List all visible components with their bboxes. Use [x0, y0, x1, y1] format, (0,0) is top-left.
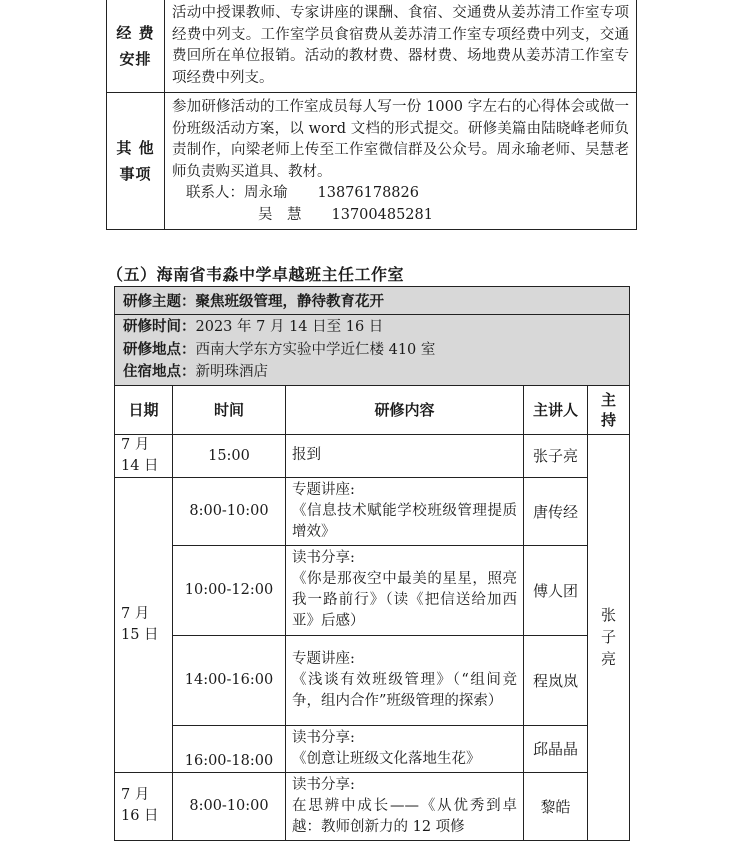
other-label-line: 事项	[119, 165, 152, 183]
content-cell: 报到	[286, 434, 524, 477]
contact-name: 周永瑜	[244, 185, 288, 201]
header-host-char: 主	[601, 390, 617, 409]
stay-key: 住宿地点：	[123, 363, 196, 380]
details-cell	[115, 315, 630, 386]
date-line: 7 月	[121, 605, 150, 622]
theme-cell	[115, 287, 630, 315]
time-cell: 16:00-18:00	[173, 725, 286, 772]
funding-label-line: 安排	[119, 49, 152, 68]
schedule-table	[114, 286, 630, 841]
header-speaker: 主讲人	[524, 385, 588, 434]
speaker-cell: 唐传经	[524, 477, 588, 545]
table-row	[115, 635, 630, 725]
speaker-cell: 傅人团	[524, 545, 588, 635]
stay-value: 新明珠酒店	[195, 364, 268, 380]
header-time: 时间	[173, 385, 286, 434]
other-text-cell	[165, 93, 637, 230]
header-host	[588, 385, 630, 434]
contact-name: 吴 慧	[258, 206, 302, 223]
date-cell	[115, 477, 173, 772]
date-line: 14 日	[121, 457, 159, 474]
table-row	[115, 545, 630, 635]
funding-row	[107, 0, 637, 93]
time-value: 2023 年 7 月 14 日至 16 日	[195, 319, 384, 335]
host-char: 张	[601, 606, 617, 624]
speaker-cell: 程岚岚	[524, 635, 588, 725]
content-cell	[286, 725, 524, 772]
place-key: 研修地点：	[123, 340, 196, 358]
content-cell	[286, 545, 524, 635]
contact-row	[172, 183, 629, 205]
time-cell: 10:00-12:00	[173, 545, 286, 635]
speaker-cell: 黎皓	[524, 772, 588, 840]
host-cell	[588, 434, 630, 840]
theme-key: 研修主题：	[123, 293, 196, 310]
content-cell	[286, 635, 524, 725]
speaker-cell: 张子亮	[524, 434, 588, 477]
content-line: 《创意让班级文化落地生花》	[292, 750, 481, 767]
content-line: 专题讲座:	[292, 650, 355, 667]
contact-phone: 13700485281	[331, 206, 433, 223]
contact-phone: 13876178826	[317, 185, 419, 201]
content-line: 《信息技术赋能学校班级管理提质增效》	[292, 502, 517, 540]
date-cell	[115, 434, 173, 477]
header-row	[115, 385, 630, 434]
funding-text: 活动中授课教师、专家讲座的课酬、食宿、交通费从姜苏清工作室专项经费中列支。工作室学员食宿费从姜苏清工作室专项经费中列支，交通费回所在单位报销。活动的教材费、器材费、场地费从姜苏清工作室专项经费中列支。	[165, 0, 637, 93]
content-line: 读书分享:	[292, 550, 355, 566]
content-line: 读书分享:	[292, 776, 355, 793]
funding-label-line: 经 费	[116, 23, 155, 42]
content-cell	[286, 477, 524, 545]
other-text: 参加研修活动的工作室成员每人写一份 1000 字左右的心得体会或做一份班级活动方案，以 word 文档的形式提交。研修美篇由陆晓峰老师负责制作，向梁老师上传至工作室微信群及公众号。周永瑜老师、吴慧老师负责购买道具、教材。	[172, 99, 629, 180]
table-row	[115, 772, 630, 840]
time-line	[123, 316, 621, 339]
time-cell: 14:00-16:00	[173, 635, 286, 725]
table-row	[115, 725, 630, 772]
table-row	[115, 477, 630, 545]
other-label	[107, 93, 165, 230]
date-line: 16 日	[121, 808, 159, 824]
date-line: 7 月	[121, 436, 150, 453]
theme-row	[115, 287, 630, 315]
date-cell	[115, 772, 173, 840]
host-char: 子	[601, 628, 617, 646]
time-key: 研修时间：	[123, 318, 196, 335]
theme-value: 聚焦班级管理，静待教育花开	[195, 293, 384, 310]
section-heading: （五）海南省韦淼中学卓越班主任工作室	[107, 265, 405, 284]
header-date: 日期	[115, 385, 173, 434]
contact-row	[172, 205, 629, 227]
speaker-cell: 邱晶晶	[524, 725, 588, 772]
host-char: 亮	[601, 650, 617, 668]
header-host-char: 持	[601, 410, 617, 429]
contact-prefix: 联系人：	[186, 185, 244, 201]
place-value: 西南大学东方实验中学近仁楼 410 室	[195, 341, 436, 358]
date-line: 15 日	[121, 626, 159, 643]
other-label-line: 其 他	[116, 139, 155, 157]
funding-label	[107, 0, 165, 93]
time-cell: 8:00-10:00	[173, 772, 286, 840]
funding-other-table	[106, 0, 637, 230]
table-row	[115, 434, 630, 477]
stay-line	[123, 361, 621, 384]
content-line: 《你是那夜空中最美的星星，照亮我一路前行》（读《把信送给加西亚》后感）	[292, 571, 517, 629]
header-content: 研修内容	[286, 385, 524, 434]
content-line: 在思辨中成长——《从优秀到卓越：教师创新力的 12 项修	[292, 797, 517, 835]
time-cell: 8:00-10:00	[173, 477, 286, 545]
date-line: 7 月	[121, 787, 150, 803]
content-cell	[286, 772, 524, 840]
time-cell: 15:00	[173, 434, 286, 477]
other-row	[107, 93, 637, 230]
content-line: 读书分享:	[292, 729, 355, 746]
place-line	[123, 339, 621, 362]
content-line: 《浅谈有效班级管理》（“组间竞争，组内合作”班级管理的探索）	[292, 671, 517, 709]
details-row	[115, 315, 630, 386]
content-line: 专题讲座:	[292, 481, 355, 498]
